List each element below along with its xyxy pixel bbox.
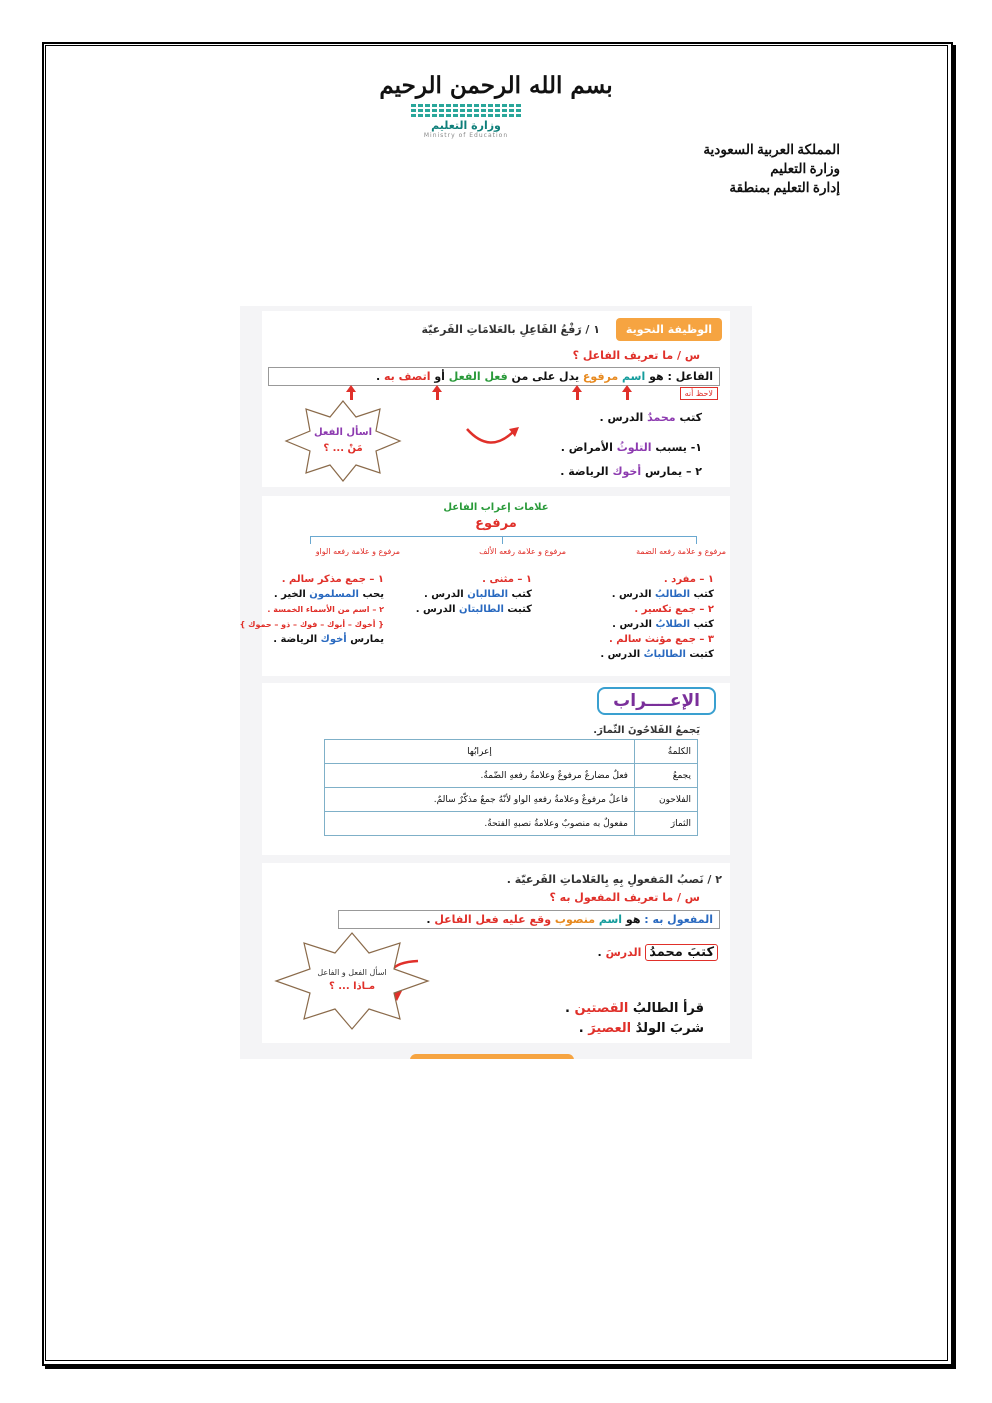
item-label: ١ – مفرد . <box>663 574 714 585</box>
star-line2: مَنْ ... ؟ <box>323 443 363 454</box>
ministry-logo <box>405 104 527 148</box>
item-label: ٢ – اسم من الأسماء الخمسة . <box>267 605 384 614</box>
table-cell: الفلاحون <box>635 788 698 812</box>
arrow-up-icon <box>622 385 632 400</box>
object-title: ٢ / نَصبُ المَفعولِ بِهِ بِالعَلاماتِ الفَرعيّة . <box>506 873 722 886</box>
def-p1: هو <box>649 370 664 383</box>
question: س / ما تعريف الفاعل ؟ <box>572 349 700 362</box>
table-cell: يجمعُ <box>635 764 698 788</box>
ex-main-object: الدرسَ <box>605 946 642 959</box>
table-cell: فعلٌ مضارعٌ مرفوعٌ وعلامةُ رفعهِ الضّمةُ. <box>325 764 635 788</box>
col-left-heading: مرفوع و علامة رفعه الواو <box>315 547 400 556</box>
def-rest: وقع عليه فعل الفاعل <box>434 913 552 926</box>
tree-connector <box>310 536 311 544</box>
def-described: اتصف به <box>384 370 431 383</box>
table-cell: الثمارَ <box>635 812 698 836</box>
worksheet-image <box>240 306 752 1059</box>
section-parsing <box>262 683 730 855</box>
next-section-tag-edge <box>410 1054 574 1059</box>
item-example: يمارس أخوك الرياضة . <box>273 634 384 645</box>
header-cell: الكلمةُ <box>635 740 698 764</box>
def-noun: اسم <box>598 913 623 926</box>
boxed-verb-subject: كتبَ محمدُ <box>645 944 718 961</box>
header-block <box>703 140 840 197</box>
object-ex-main <box>598 945 718 960</box>
item-example: يحب المسلمون الخير . <box>273 589 384 600</box>
definition-box <box>268 367 720 386</box>
ex1-subject: التلوثُ <box>616 441 652 454</box>
def-end: . <box>426 913 431 926</box>
col-mid-list <box>416 572 532 617</box>
section-subject-definition <box>262 311 730 487</box>
arrow-up-icon <box>572 385 582 400</box>
def-p1: هو <box>625 913 641 926</box>
star-icon <box>284 399 402 483</box>
def-label: الفاعل : <box>667 370 713 383</box>
ex-main-end: . <box>597 946 602 959</box>
parsing-sentence: يَجمعُ الفَلاحُونَ الثّمارَ. <box>593 725 700 736</box>
def-marfoo: مرفوع <box>582 370 619 383</box>
def-did-action: فعل الفعل <box>448 370 508 383</box>
logo-dots-icon <box>405 104 527 117</box>
table-cell: فاعلٌ مرفوعٌ وعلامةُ رفعهِ الواو لأنّهُ جمعٌ مذكّرٌ سالمٌ. <box>325 788 635 812</box>
marks-title: علامات إعراب الفاعل <box>443 502 549 513</box>
five-nouns-list: { أخوك – أبوك – فوك – ذو – حموك } <box>240 620 384 629</box>
logo-arabic-text: وزارة التعليم <box>431 119 501 132</box>
def-label: المفعول به : <box>644 913 713 926</box>
object-ex-1: قرأ الطالبُ القصتين . <box>565 1001 704 1016</box>
table-row <box>325 812 698 836</box>
object-star-line2: مـاذا ... ؟ <box>328 981 376 992</box>
header-line-ministry: وزارة التعليم <box>770 161 840 176</box>
example-1 <box>561 441 702 454</box>
ex-main-verb: كتب <box>679 411 702 424</box>
col-mid-heading: مرفوع و علامة رفعه الألف <box>479 547 566 556</box>
object-question: س / ما تعريف المفعول به ؟ <box>549 891 700 904</box>
bismillah-heading: بسم الله الرحمن الرحيم <box>379 72 613 99</box>
table-row <box>325 788 698 812</box>
ex2-pre: ٢ – يمارس <box>644 465 702 478</box>
ex1-pre: ١- يسبب <box>655 441 702 454</box>
table-cell: مفعولٌ به منصوبٌ وعلامةُ نصبهِ الفتحةُ. <box>325 812 635 836</box>
item-label: ١ – مثنى . <box>482 574 532 585</box>
ex2-subject: أخوك <box>612 465 642 478</box>
item-example: كتبت الطالباتُ الدرس . <box>600 649 714 660</box>
def-or: أو <box>434 370 445 383</box>
star-line1: اسأل الفعل <box>313 427 373 438</box>
tree-connector <box>696 536 697 544</box>
section-object-definition <box>262 863 730 1043</box>
item-label: ٣ – جمع مؤنث سالم . <box>608 634 714 645</box>
section-subject-marks <box>240 496 730 676</box>
col-right-list <box>600 572 714 662</box>
object-star-line1: اسأل الفعل و الفاعل <box>317 968 387 977</box>
col-left-list <box>240 572 384 647</box>
ex-main-subject: محمدٌ <box>647 411 676 424</box>
ex1-rest: الأمراض . <box>560 441 613 454</box>
def-end: . <box>375 370 381 383</box>
tree-connector <box>310 536 696 537</box>
marks-subtitle: مرفوع <box>475 516 517 531</box>
header-cell: إعرابُها <box>325 740 635 764</box>
ex2-rest: الرياضة . <box>560 465 609 478</box>
def-p4: يدل على من <box>511 370 580 383</box>
ex-main-rest: الدرس . <box>599 411 644 424</box>
note-box: لاحظ أنه <box>680 387 718 400</box>
table-row <box>325 764 698 788</box>
tree-connector <box>502 536 503 544</box>
item-example: كتب الطالبان الدرس . <box>423 589 532 600</box>
header-line-department: إدارة التعليم بمنطقة <box>729 180 840 195</box>
col-right-heading: مرفوع و علامة رفعه الضمة <box>636 547 726 556</box>
example-2 <box>560 465 702 478</box>
parsing-title: الإعــــراب <box>597 687 716 715</box>
item-example: كتبت الطالبتان الدرس . <box>415 604 532 615</box>
header-line-country: المملكة العربية السعودية <box>703 142 840 157</box>
logo-english-text: Ministry of Education <box>423 132 509 139</box>
arrow-up-icon <box>432 385 442 400</box>
item-label: ٢ – جمع تكسير . <box>634 604 714 615</box>
parsing-table <box>324 739 698 836</box>
table-row <box>325 740 698 764</box>
object-definition-box <box>338 910 720 929</box>
item-example: كتب الطلابُ الدرس . <box>612 619 714 630</box>
item-label: ١ – جمع مذكر سالم . <box>281 574 384 585</box>
section-tag: الوظيفة النحوية <box>616 318 722 341</box>
def-mansoob: منصوب <box>554 913 596 926</box>
item-example: كتب الطالبُ الدرس . <box>611 589 714 600</box>
def-noun: اسم <box>622 370 646 383</box>
curved-arrow-icon <box>462 423 522 451</box>
section-title: ١ / رَفْعُ الفَاعِلِ بالعَلامَاتِ الفَرعيّة <box>421 323 600 336</box>
example-main <box>600 411 702 424</box>
object-ex-2: شربَ الولدُ العصيرَ . <box>578 1021 704 1036</box>
arrow-up-icon <box>346 385 356 400</box>
